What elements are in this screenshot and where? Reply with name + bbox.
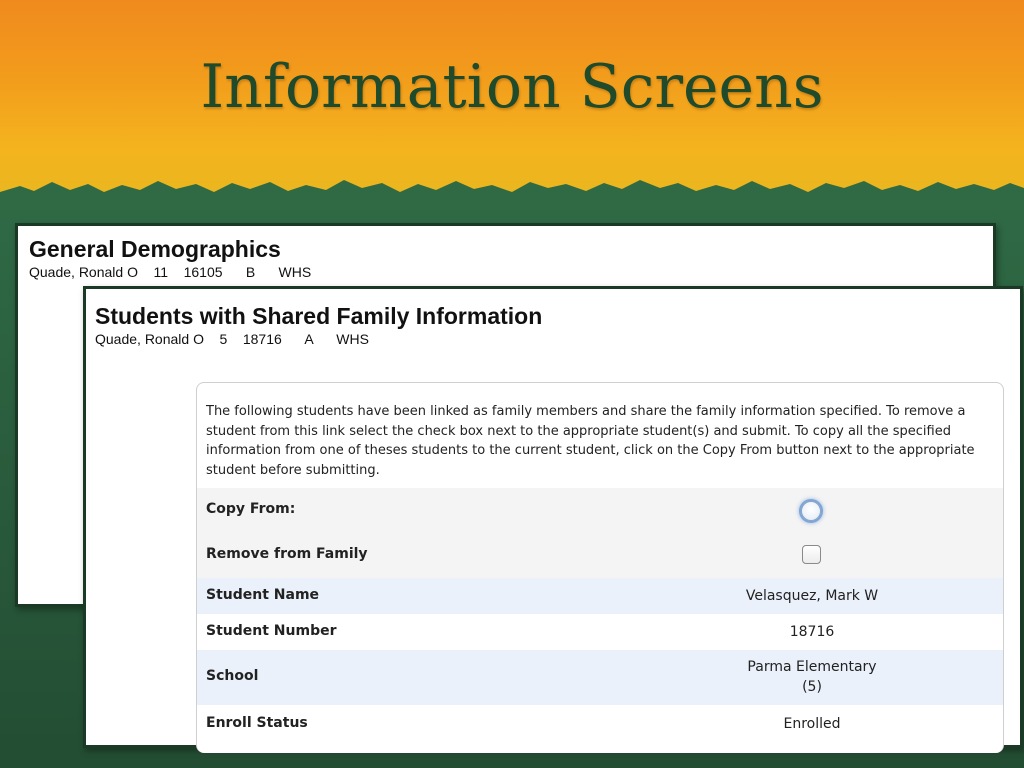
student-number-row [197, 614, 1003, 650]
panel-heading: General Demographics [29, 236, 281, 262]
enroll-status-value: Enrolled [783, 716, 841, 732]
copy-from-radio[interactable] [801, 501, 821, 521]
remove-from-family-checkbox[interactable] [802, 545, 821, 564]
instructions-text: The following students have been linked as family members and share the family information specified. To remove a student from this link select the check box next to the appropriate student(s) and submit. To copy all the specified information from one of theses students to the current student, click on the Copy From button next to the appropriate student before submitting. [206, 404, 975, 478]
copy-from-row [197, 488, 1003, 533]
grass-edge-decoration [0, 170, 1024, 210]
slide-title: Information Screens [200, 52, 824, 122]
remove-from-family-row [197, 533, 1003, 578]
shared-family-box [196, 382, 1004, 753]
remove-from-family-label: Remove from Family [206, 546, 368, 562]
copy-from-label: Copy From: [206, 501, 296, 517]
enroll-status-row [197, 705, 1003, 745]
school-label: School [206, 668, 259, 684]
shared-family-panel [83, 286, 1023, 748]
school-row [197, 650, 1003, 705]
school-value [717, 657, 907, 697]
student-name-link[interactable]: Velasquez, Mark W [745, 588, 879, 604]
student-info-line: Quade, Ronald O 11 16105 B WHS [29, 264, 312, 280]
enroll-status-label: Enroll Status [206, 715, 308, 731]
school-name: Parma Elementary [747, 659, 877, 675]
student-info-line: Quade, Ronald O 5 18716 A WHS [95, 331, 369, 347]
student-number-value: 18716 [789, 624, 835, 640]
student-name-row [197, 578, 1003, 614]
school-grade: (5) [802, 679, 822, 695]
student-name-label: Student Name [206, 587, 320, 603]
student-number-label: Student Number [206, 623, 337, 639]
panel-heading: Students with Shared Family Information [95, 303, 543, 329]
